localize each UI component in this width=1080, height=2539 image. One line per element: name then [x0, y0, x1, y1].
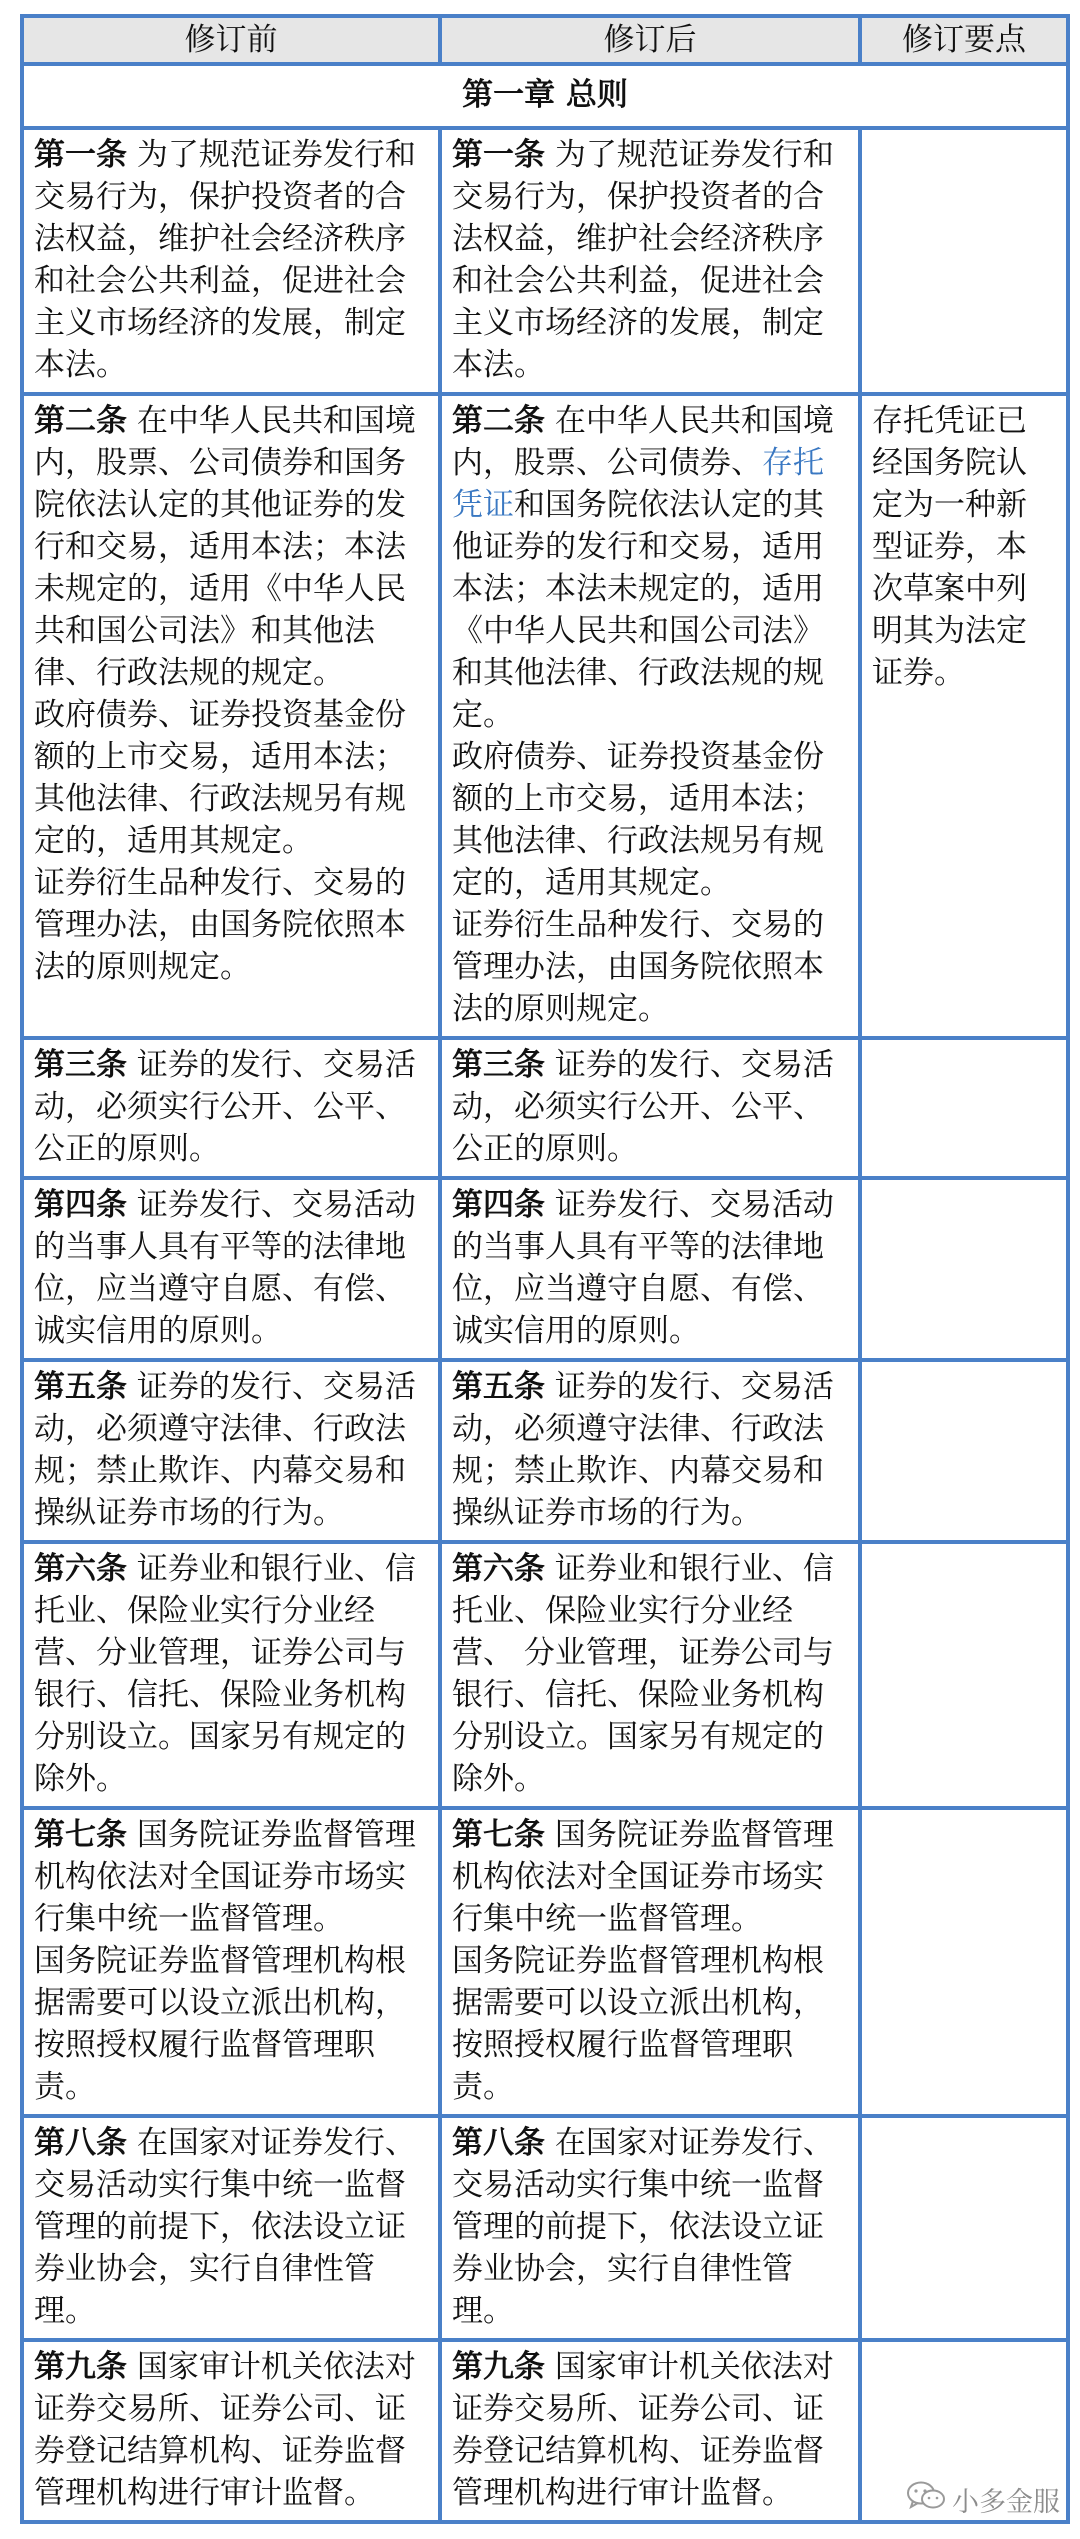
notes-cell [860, 2116, 1068, 2340]
paragraph [452, 1366, 848, 1534]
article-number: 第六条 [452, 1551, 545, 1587]
article-number: 第一条 [34, 137, 127, 173]
article-text: 证券的发行、交易活动，必须实行公开、公平、公正的原则。 [452, 1047, 834, 1167]
article-number: 第九条 [452, 2349, 545, 2385]
article-text: 在中华人民共和国境内，股票、公司债券、 [452, 403, 834, 481]
article-number: 第八条 [34, 2125, 127, 2161]
paragraph [34, 2122, 428, 2332]
article-number: 第二条 [34, 403, 127, 439]
before-cell [22, 1178, 440, 1360]
article-text: 国务院证券监督管理机构根据需要可以设立派出机构，按照授权履行监督管理职责。 [34, 1943, 406, 2105]
article-text: 政府债券、证券投资基金份额的上市交易，适用本法；其他法律、行政法规另有规定的，适用其规定。 [34, 697, 406, 859]
table-row [22, 128, 1068, 394]
before-cell [22, 2340, 440, 2522]
table-row [22, 1542, 1068, 1808]
article-number: 第四条 [34, 1187, 127, 1223]
paragraph [34, 1044, 428, 1170]
article-number: 第六条 [34, 1551, 127, 1587]
wechat-icon [906, 2480, 946, 2519]
after-cell [440, 128, 860, 394]
article-text: 证券的发行、交易活动，必须实行公开、公平、公正的原则。 [34, 1047, 416, 1167]
article-text: 在中华人民共和国境内，股票、公司债券和国务院依法认定的其他证券的发行和交易，适用本法；本法未规定的，适用《中华人民共和国公司法》和其他法律、行政法规的规定。 [34, 403, 416, 691]
table-row [22, 1360, 1068, 1542]
article-text: 在国家对证券发行、交易活动实行集中统一监督管理的前提下，依法设立证券业协会，实行自律性管理。 [452, 2125, 834, 2329]
header-row [22, 16, 1068, 64]
article-text: 证券发行、交易活动的当事人具有平等的法律地位，应当遵守自愿、有偿、诚实信用的原则。 [452, 1187, 834, 1349]
article-number: 第一条 [452, 137, 545, 173]
header-before: 修订前 [22, 16, 440, 64]
before-cell [22, 2116, 440, 2340]
article-text: 国务院证券监督管理机构依法对全国证券市场实行集中统一监督管理。 [452, 1817, 834, 1937]
notes-cell [860, 1808, 1068, 2116]
notes-cell [860, 128, 1068, 394]
watermark-text: 小多金服 [952, 2487, 1060, 2518]
watermark [906, 2480, 1060, 2519]
table-row [22, 1808, 1068, 2116]
article-text: 证券业和银行业、信托业、保险业实行分业经营、分业管理，证券公司与银行、信托、保险业务机构分别设立。国家另有规定的除外。 [34, 1551, 416, 1797]
paragraph [34, 1366, 428, 1534]
article-text: 证券发行、交易活动的当事人具有平等的法律地位，应当遵守自愿、有偿、诚实信用的原则。 [34, 1187, 416, 1349]
before-cell [22, 1038, 440, 1178]
paragraph [452, 2346, 848, 2514]
notes-cell [860, 1038, 1068, 1178]
article-number: 第八条 [452, 2125, 545, 2161]
before-cell [22, 128, 440, 394]
article-text: 为了规范证券发行和交易行为，保护投资者的合法权益，维护社会经济秩序和社会公共利益，促进社会主义市场经济的发展，制定本法。 [452, 137, 834, 383]
after-cell [440, 2116, 860, 2340]
chapter-row [22, 64, 1068, 128]
article-text: 为了规范证券发行和交易行为，保护投资者的合法权益，维护社会经济秩序和社会公共利益，促进社会主义市场经济的发展，制定本法。 [34, 137, 416, 383]
before-cell [22, 394, 440, 1038]
article-text: 证券业和银行业、信托业、保险业实行分业经营、 分业管理，证券公司与银行、信托、保险业务机构分别设立。国家另有规定的除外。 [452, 1551, 834, 1797]
after-cell [440, 394, 860, 1038]
after-cell [440, 1360, 860, 1542]
paragraph [34, 862, 428, 988]
chapter-title: 第一章 总则 [22, 64, 1068, 128]
header-notes: 修订要点 [860, 16, 1068, 64]
article-number: 第七条 [452, 1817, 545, 1853]
before-cell [22, 1808, 440, 2116]
table-row [22, 2116, 1068, 2340]
article-text: 证券的发行、交易活动，必须遵守法律、行政法规；禁止欺诈、内幕交易和操纵证券市场的行为。 [34, 1369, 416, 1531]
paragraph [452, 1814, 848, 1940]
article-text: 证券的发行、交易活动，必须遵守法律、行政法规；禁止欺诈、内幕交易和操纵证券市场的行为。 [452, 1369, 834, 1531]
paragraph [452, 400, 848, 736]
header-after: 修订后 [440, 16, 860, 64]
table-row [22, 1178, 1068, 1360]
notes-cell: 存托凭证已经国务院认定为一种新型证券，本次草案中列明其为法定证券。 [860, 394, 1068, 1038]
article-number: 第七条 [34, 1817, 127, 1853]
paragraph [452, 736, 848, 904]
paragraph [452, 1184, 848, 1352]
comparison-document [20, 14, 1066, 2524]
article-number: 第二条 [452, 403, 545, 439]
table-row [22, 394, 1068, 1038]
notes-cell [860, 1360, 1068, 1542]
after-cell [440, 1038, 860, 1178]
table-row [22, 1038, 1068, 1178]
after-cell [440, 1808, 860, 2116]
article-text: 国务院证券监督管理机构根据需要可以设立派出机构，按照授权履行监督管理职责。 [452, 1943, 824, 2105]
after-cell [440, 2340, 860, 2522]
before-cell [22, 1360, 440, 1542]
article-text: 国家审计机关依法对证券交易所、证券公司、证券登记结算机构、证券监督管理机构进行审计监督。 [34, 2349, 416, 2511]
paragraph [452, 904, 848, 1030]
article-text: 政府债券、证券投资基金份额的上市交易，适用本法；其他法律、行政法规另有规定的，适用其规定。 [452, 739, 824, 901]
comparison-table [20, 14, 1070, 2524]
article-text: 国务院证券监督管理机构依法对全国证券市场实行集中统一监督管理。 [34, 1817, 416, 1937]
paragraph [34, 1940, 428, 2108]
article-number: 第五条 [34, 1369, 127, 1405]
paragraph [34, 1814, 428, 1940]
notes-cell [860, 1178, 1068, 1360]
article-number: 第九条 [34, 2349, 127, 2385]
notes-cell [860, 1542, 1068, 1808]
paragraph [452, 134, 848, 386]
paragraph [452, 2122, 848, 2332]
article-text: 证券衍生品种发行、交易的管理办法，由国务院依照本法的原则规定。 [452, 907, 824, 1027]
paragraph [34, 400, 428, 694]
article-number: 第三条 [452, 1047, 545, 1083]
article-number: 第三条 [34, 1047, 127, 1083]
paragraph [34, 1184, 428, 1352]
paragraph [34, 134, 428, 386]
article-text: 在国家对证券发行、交易活动实行集中统一监督管理的前提下，依法设立证券业协会，实行自律性管理。 [34, 2125, 416, 2329]
paragraph [452, 1940, 848, 2108]
paragraph [34, 2346, 428, 2514]
article-text: 和国务院依法认定的其他证券的发行和交易，适用本法；本法未规定的，适用《中华人民共和国公司法》和其他法律、行政法规的规定。 [452, 487, 824, 733]
before-cell [22, 1542, 440, 1808]
paragraph [452, 1044, 848, 1170]
article-text: 证券衍生品种发行、交易的管理办法，由国务院依照本法的原则规定。 [34, 865, 406, 985]
paragraph [34, 1548, 428, 1800]
after-cell [440, 1178, 860, 1360]
paragraph [34, 694, 428, 862]
table-body [22, 64, 1068, 2522]
highlighted-term: 存托凭证 [452, 445, 824, 523]
after-cell [440, 1542, 860, 1808]
article-number: 第五条 [452, 1369, 545, 1405]
article-number: 第四条 [452, 1187, 545, 1223]
article-text: 国家审计机关依法对证券交易所、证券公司、证券登记结算机构、证券监督管理机构进行审计监督。 [452, 2349, 834, 2511]
paragraph [452, 1548, 848, 1800]
